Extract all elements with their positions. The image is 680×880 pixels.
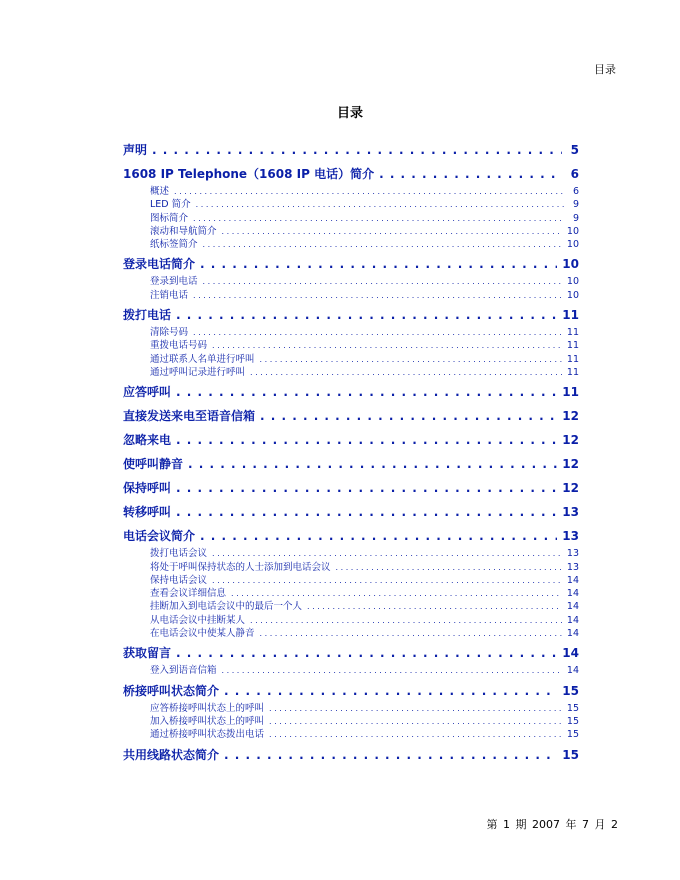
toc-entry-title: 拨打电话 xyxy=(123,308,172,323)
toc-page-number: 15 xyxy=(566,702,579,714)
toc-section-link[interactable] xyxy=(123,306,579,324)
toc-entry-title: 保持呼叫 xyxy=(123,481,172,496)
toc-subsection-link[interactable] xyxy=(123,351,579,364)
toc-entry-title: 共用线路状态简介 xyxy=(123,747,220,762)
dot-leader xyxy=(203,277,562,286)
toc-entry-title: 查看会议详细信息 xyxy=(150,588,227,600)
toc-entry-title: 重拨电话号码 xyxy=(150,340,208,352)
toc-entry-title: 通过桥接呼叫状态拨出电话 xyxy=(150,729,265,741)
toc-page-number: 14 xyxy=(562,646,579,661)
toc-subsection-link[interactable] xyxy=(123,196,579,209)
toc-entry-title: 获取留言 xyxy=(123,646,172,661)
toc-entry-title: 纸标签简介 xyxy=(150,239,198,251)
dot-leader xyxy=(224,684,557,698)
toc-entry-title: 登入到语音信箱 xyxy=(150,665,217,677)
dot-leader xyxy=(250,368,562,377)
page-footer: 第 1 期 2007 年 7 月 2 xyxy=(486,818,618,831)
dot-leader xyxy=(269,704,562,713)
dot-leader xyxy=(250,616,562,625)
toc-subsection-link[interactable] xyxy=(123,585,579,598)
dot-leader xyxy=(307,602,562,611)
toc-section-link[interactable] xyxy=(123,644,579,662)
dot-leader xyxy=(152,143,562,157)
toc-page-number: 9 xyxy=(572,212,579,224)
toc-page-number: 14 xyxy=(566,665,579,677)
dot-leader xyxy=(176,385,557,399)
toc-entry-title: 登录到电话 xyxy=(150,276,198,288)
toc-page-number: 6 xyxy=(572,186,579,197)
toc-subsection-link[interactable] xyxy=(123,713,579,726)
toc-subsection-link[interactable] xyxy=(123,364,579,377)
dot-leader xyxy=(260,355,562,364)
toc-page-number: 13 xyxy=(562,505,579,520)
toc-page-number: 10 xyxy=(566,276,579,288)
dot-leader xyxy=(193,291,562,300)
dot-leader xyxy=(336,563,562,572)
toc-page-number: 12 xyxy=(562,433,579,448)
toc-section-link[interactable] xyxy=(123,431,579,449)
toc-entry-title: 概述 xyxy=(150,186,170,197)
table-of-contents xyxy=(123,141,579,764)
toc-entry-title: 声明 xyxy=(123,143,148,157)
toc-subsection-link[interactable] xyxy=(123,183,579,196)
toc-page-number: 15 xyxy=(566,729,579,741)
toc-section-link[interactable] xyxy=(123,503,579,521)
toc-page-number: 11 xyxy=(566,327,579,339)
toc-entry-title: 注销电话 xyxy=(150,289,189,301)
toc-entry-title: 图标简介 xyxy=(150,212,189,224)
toc-subsection-link[interactable] xyxy=(123,598,579,611)
toc-entry-title: 滚动和导航简介 xyxy=(150,225,217,237)
toc-page-number: 13 xyxy=(566,548,579,560)
toc-section-link[interactable] xyxy=(123,407,579,425)
toc-entry-title: 电话会议简介 xyxy=(123,529,196,544)
toc-entry-title: 在电话会议中使某人静音 xyxy=(150,628,255,640)
toc-section-link[interactable] xyxy=(123,479,579,497)
dot-leader xyxy=(193,328,562,337)
dot-leader xyxy=(231,589,562,598)
toc-entry-title: 应答桥接呼叫状态上的呼叫 xyxy=(150,702,265,714)
toc-page-number: 12 xyxy=(562,481,579,496)
toc-page-number: 14 xyxy=(566,614,579,626)
dot-leader xyxy=(176,308,557,322)
dot-leader xyxy=(176,433,557,447)
toc-section-link[interactable] xyxy=(123,527,579,545)
toc-subsection-link[interactable] xyxy=(123,625,579,638)
dot-leader xyxy=(222,227,562,236)
dot-leader xyxy=(188,457,557,471)
toc-subsection-link[interactable] xyxy=(123,337,579,350)
dot-leader xyxy=(379,167,562,181)
dot-leader xyxy=(260,629,562,638)
dot-leader xyxy=(176,481,557,495)
dot-leader xyxy=(212,549,562,558)
toc-entry-title: 应答呼叫 xyxy=(123,385,172,400)
toc-page-number: 11 xyxy=(566,353,579,365)
dot-leader xyxy=(176,505,557,519)
toc-page-number: 11 xyxy=(566,340,579,352)
dot-leader xyxy=(260,409,557,423)
dot-leader xyxy=(174,187,564,196)
toc-section-link[interactable] xyxy=(123,141,579,159)
toc-entry-title: LED 简介 xyxy=(150,199,191,211)
toc-page-number: 6 xyxy=(570,167,579,181)
toc-entry-title: 清除号码 xyxy=(150,327,189,339)
toc-page-number: 11 xyxy=(566,366,579,378)
toc-subsection-link[interactable] xyxy=(123,726,579,739)
dot-leader xyxy=(212,341,562,350)
toc-page-number: 15 xyxy=(562,683,579,698)
toc-section-link[interactable] xyxy=(123,746,579,764)
toc-entry-title: 1608 IP Telephone（1608 IP 电话）简介 xyxy=(123,167,375,181)
toc-page-number: 14 xyxy=(566,588,579,600)
dot-leader xyxy=(193,214,564,223)
page-title: 目录 xyxy=(336,106,363,121)
toc-entry-title: 保持电话会议 xyxy=(150,574,208,586)
toc-page-number: 12 xyxy=(562,457,579,472)
toc-section-link[interactable] xyxy=(123,682,579,700)
toc-entry-title: 登录电话简介 xyxy=(123,257,196,272)
toc-page-number: 11 xyxy=(562,308,579,323)
toc-page-number: 14 xyxy=(566,574,579,586)
toc-subsection-link[interactable] xyxy=(123,236,579,249)
toc-entry-title: 通过联系人名单进行呼叫 xyxy=(150,353,255,365)
toc-page-number: 14 xyxy=(566,628,579,640)
toc-page-number: 13 xyxy=(562,529,579,544)
toc-entry-title: 桥接呼叫状态简介 xyxy=(123,683,220,698)
toc-entry-title: 从电话会议中挂断某人 xyxy=(150,614,246,626)
toc-section-link[interactable] xyxy=(123,383,579,401)
toc-section-link[interactable] xyxy=(123,255,579,273)
toc-subsection-link[interactable] xyxy=(123,572,579,585)
dot-leader xyxy=(269,730,562,739)
toc-page-number: 10 xyxy=(566,225,579,237)
toc-page-number: 10 xyxy=(566,289,579,301)
toc-subsection-link[interactable] xyxy=(123,273,579,286)
toc-page-number: 9 xyxy=(572,199,579,211)
toc-page-number: 10 xyxy=(566,239,579,251)
toc-section-link[interactable] xyxy=(123,455,579,473)
toc-page-number: 15 xyxy=(562,747,579,762)
toc-page-number: 14 xyxy=(566,601,579,613)
dot-leader xyxy=(222,666,562,675)
toc-subsection-link[interactable] xyxy=(123,559,579,572)
running-header: 目录 xyxy=(594,63,616,76)
toc-subsection-link[interactable] xyxy=(123,545,579,558)
toc-entry-title: 加入桥接呼叫状态上的呼叫 xyxy=(150,715,265,727)
toc-entry-title: 将处于呼叫保持状态的人士添加到电话会议 xyxy=(150,561,331,573)
toc-page-number: 15 xyxy=(566,715,579,727)
dot-leader xyxy=(269,717,562,726)
toc-subsection-link[interactable] xyxy=(123,700,579,713)
dot-leader xyxy=(200,529,557,543)
toc-subsection-link[interactable] xyxy=(123,662,579,675)
toc-entry-title: 使呼叫静音 xyxy=(123,457,184,472)
toc-subsection-link[interactable] xyxy=(123,612,579,625)
toc-entry-title: 拨打电话会议 xyxy=(150,548,208,560)
dot-leader xyxy=(200,257,557,271)
dot-leader xyxy=(196,200,564,209)
dot-leader xyxy=(224,748,557,762)
toc-page-number: 12 xyxy=(562,409,579,424)
toc-subsection-link[interactable] xyxy=(123,287,579,300)
dot-leader xyxy=(176,646,557,660)
toc-entry-title: 转移呼叫 xyxy=(123,505,172,520)
toc-subsection-link[interactable] xyxy=(123,223,579,236)
toc-entry-title: 挂断加入到电话会议中的最后一个人 xyxy=(150,601,303,613)
toc-page-number: 10 xyxy=(562,257,579,272)
toc-section-link[interactable] xyxy=(123,165,579,183)
toc-entry-title: 通过呼叫记录进行呼叫 xyxy=(150,366,246,378)
toc-page-number: 11 xyxy=(562,385,579,400)
toc-entry-title: 忽略来电 xyxy=(123,433,172,448)
toc-page-number: 5 xyxy=(570,143,579,157)
toc-subsection-link[interactable] xyxy=(123,210,579,223)
dot-leader xyxy=(212,576,562,585)
toc-entry-title: 直接发送来电至语音信箱 xyxy=(123,409,256,424)
toc-subsection-link[interactable] xyxy=(123,324,579,337)
toc-page-number: 13 xyxy=(566,561,579,573)
dot-leader xyxy=(203,240,562,249)
